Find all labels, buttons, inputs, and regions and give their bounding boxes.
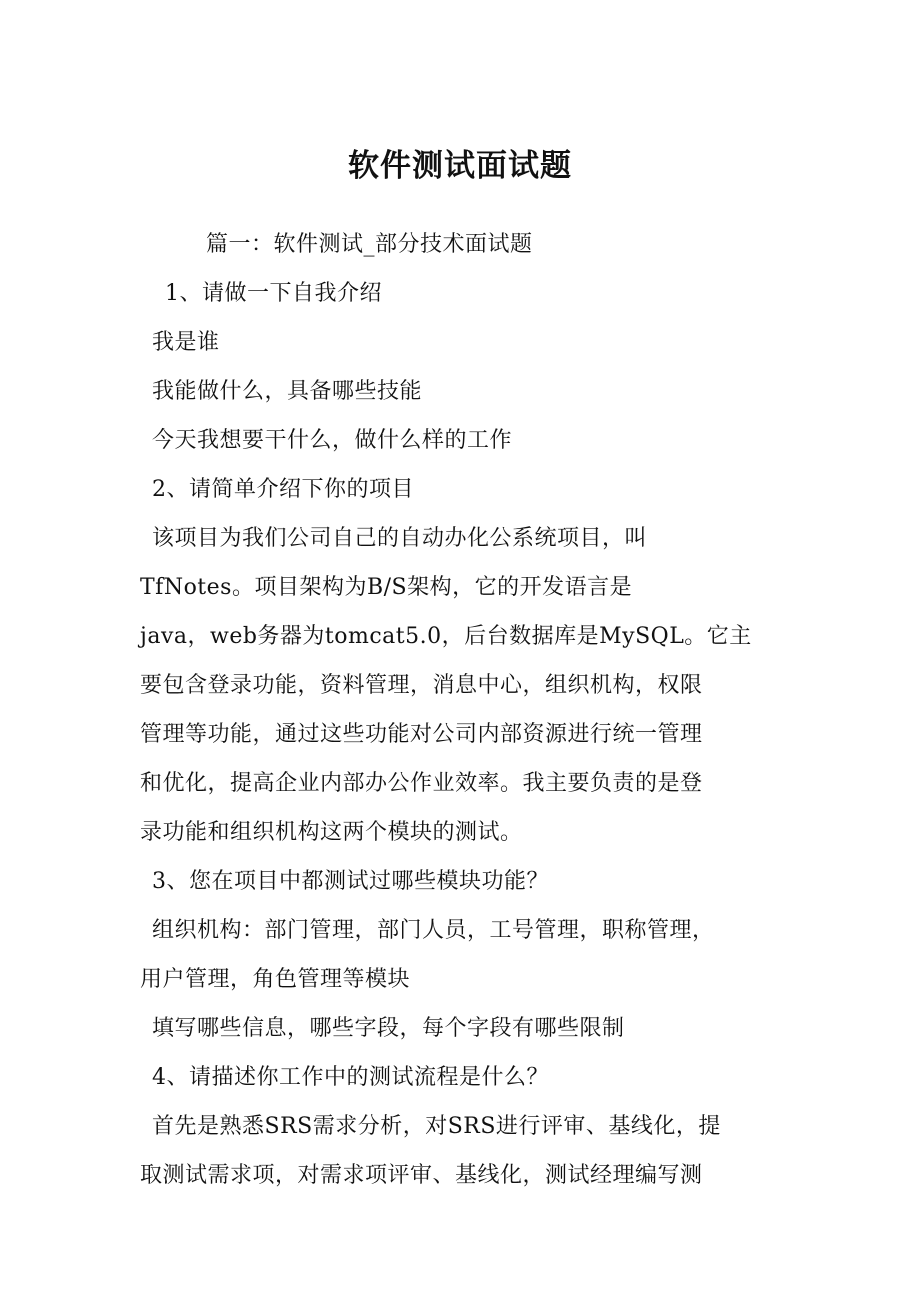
text-line: 今天我想要干什么，做什么样的工作 <box>152 428 513 453</box>
document-title: 软件测试面试题 <box>348 148 572 184</box>
text-line: 录功能和组织机构这两个模块的测试。 <box>140 820 523 845</box>
text-line: 该项目为我们公司自己的自动办化公系统项目，叫 <box>152 526 648 551</box>
text-line: 管理等功能，通过这些功能对公司内部资源进行统一管理 <box>140 722 703 747</box>
text-line: 我是谁 <box>152 330 220 355</box>
text-line: 用户管理，角色管理等模块 <box>140 967 411 992</box>
text-line: TfNotes。项目架构为B/S架构，它的开发语言是 <box>140 575 633 600</box>
question-2: 2、请简单介绍下你的项目 <box>152 477 414 502</box>
question-1: 1、请做一下自我介绍 <box>165 281 382 306</box>
question-4: 4、请描述你工作中的测试流程是什么？ <box>152 1065 549 1090</box>
text-line: 和优化，提高企业内部办公作业效率。我主要负责的是登 <box>140 771 703 796</box>
text-line: java，web务器为tomcat5.0，后台数据库是MySQL。它主 <box>140 624 752 649</box>
text-line: 我能做什么，具备哪些技能 <box>152 379 423 404</box>
section-heading: 篇一：软件测试_部分技术面试题 <box>206 232 533 257</box>
question-3: 3、您在项目中都测试过哪些模块功能？ <box>152 869 549 894</box>
text-line: 组织机构：部门管理，部门人员，工号管理，职称管理， <box>152 918 715 943</box>
text-line: 首先是熟悉SRS需求分析，对SRS进行评审、基线化，提 <box>152 1114 721 1139</box>
text-line: 要包含登录功能，资料管理，消息中心，组织机构，权限 <box>140 673 703 698</box>
text-line: 取测试需求项，对需求项评审、基线化，测试经理编写测 <box>140 1163 703 1188</box>
text-line: 填写哪些信息，哪些字段，每个字段有哪些限制 <box>152 1016 625 1041</box>
